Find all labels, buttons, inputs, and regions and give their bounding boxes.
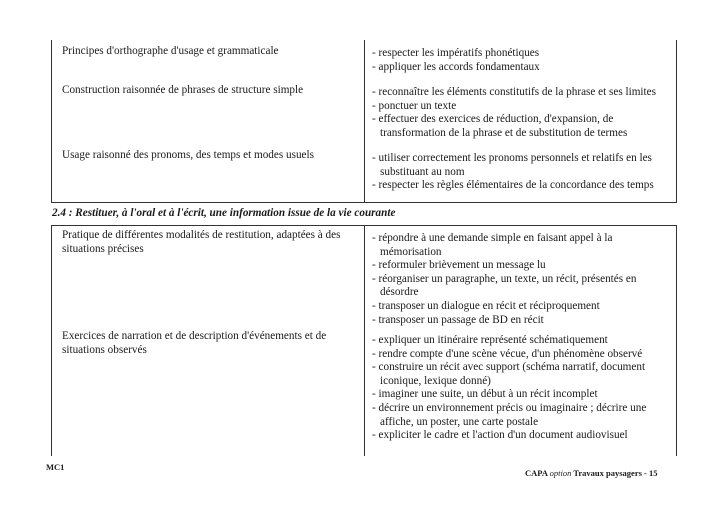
table-left-border	[51, 40, 52, 202]
section-divider	[51, 202, 677, 203]
objective-item: - décrire un environnement précis ou imaginaire ; décrire une affiche, un poster, une carte postale	[372, 401, 647, 428]
footer-option: option	[549, 468, 572, 478]
objective-item: - rendre compte d'une scène vécue, d'un phénomène observé	[372, 347, 643, 360]
document-code: MC1	[46, 462, 65, 472]
footer-diploma: CAPA	[525, 468, 548, 478]
objectives-list	[372, 86, 675, 140]
objective-item: - respecter les règles élémentaires de la concordance des temps	[372, 179, 654, 192]
objective-item: - reformuler brièvement un message lu	[372, 259, 546, 272]
topic-cell: Usage raisonné des pronoms, des temps et modes usuels	[62, 149, 314, 161]
column-divider	[364, 226, 365, 456]
objective-item: - ponctuer un texte	[372, 99, 457, 112]
objective-item: - reconnaître les éléments constitutifs de la phrase et ses limites	[372, 86, 656, 98]
objective-item: - imaginer une suite, un début à un récit incomplet	[372, 388, 598, 401]
objectives-list	[372, 47, 675, 74]
section-heading: 2.4 : Restituer, à l'oral et à l'écrit, une information issue de la vie courante	[52, 207, 396, 219]
objective-item: - construire un récit avec support (schéma narratif, document iconique, lexique donné)	[372, 361, 646, 387]
objective-item: - effectuer des exercices de réduction, d'expansion, de transformation de la phrase et de substitution de termes	[372, 113, 628, 139]
objectives-list	[372, 334, 675, 443]
topic-cell: Exercices de narration et de description d'événements et de situations observés	[62, 330, 327, 356]
objectives-list	[372, 232, 675, 327]
objective-item: - utiliser correctement les pronoms personnels et relatifs en les substituant au nom	[372, 152, 652, 178]
objective-item: - expliciter le cadre et l'action d'un document audiovisuel	[372, 429, 628, 442]
topic-cell: Pratique de différentes modalités de restitution, adaptées à des situations précises	[62, 229, 341, 255]
objectives-list	[372, 152, 675, 193]
section-divider	[51, 225, 677, 226]
page-footer	[525, 468, 658, 478]
objective-item: - réorganiser un paragraphe, un texte, un récit, présentés en désordre	[372, 272, 637, 299]
table-right-border	[676, 40, 677, 202]
table-right-border	[676, 226, 677, 456]
objective-item: - respecter les impératifs phonétiques	[372, 47, 540, 59]
column-divider	[364, 40, 365, 202]
topic-cell: Construction raisonnée de phrases de structure simple	[62, 84, 304, 96]
objective-item: - transposer un dialogue en récit et réciproquement	[372, 299, 600, 312]
objective-item: - appliquer les accords fondamentaux	[372, 60, 540, 73]
table-left-border	[51, 226, 52, 456]
footer-specialty-page: Travaux paysagers - 15	[573, 468, 658, 478]
objective-item: - transposer un passage de BD en récit	[372, 313, 544, 326]
objective-item: - répondre à une demande simple en faisant appel à la mémorisation	[372, 232, 613, 258]
objective-item: - expliquer un itinéraire représenté schématiquement	[372, 334, 608, 346]
topic-cell: Principes d'orthographe d'usage et grammaticale	[62, 45, 279, 57]
